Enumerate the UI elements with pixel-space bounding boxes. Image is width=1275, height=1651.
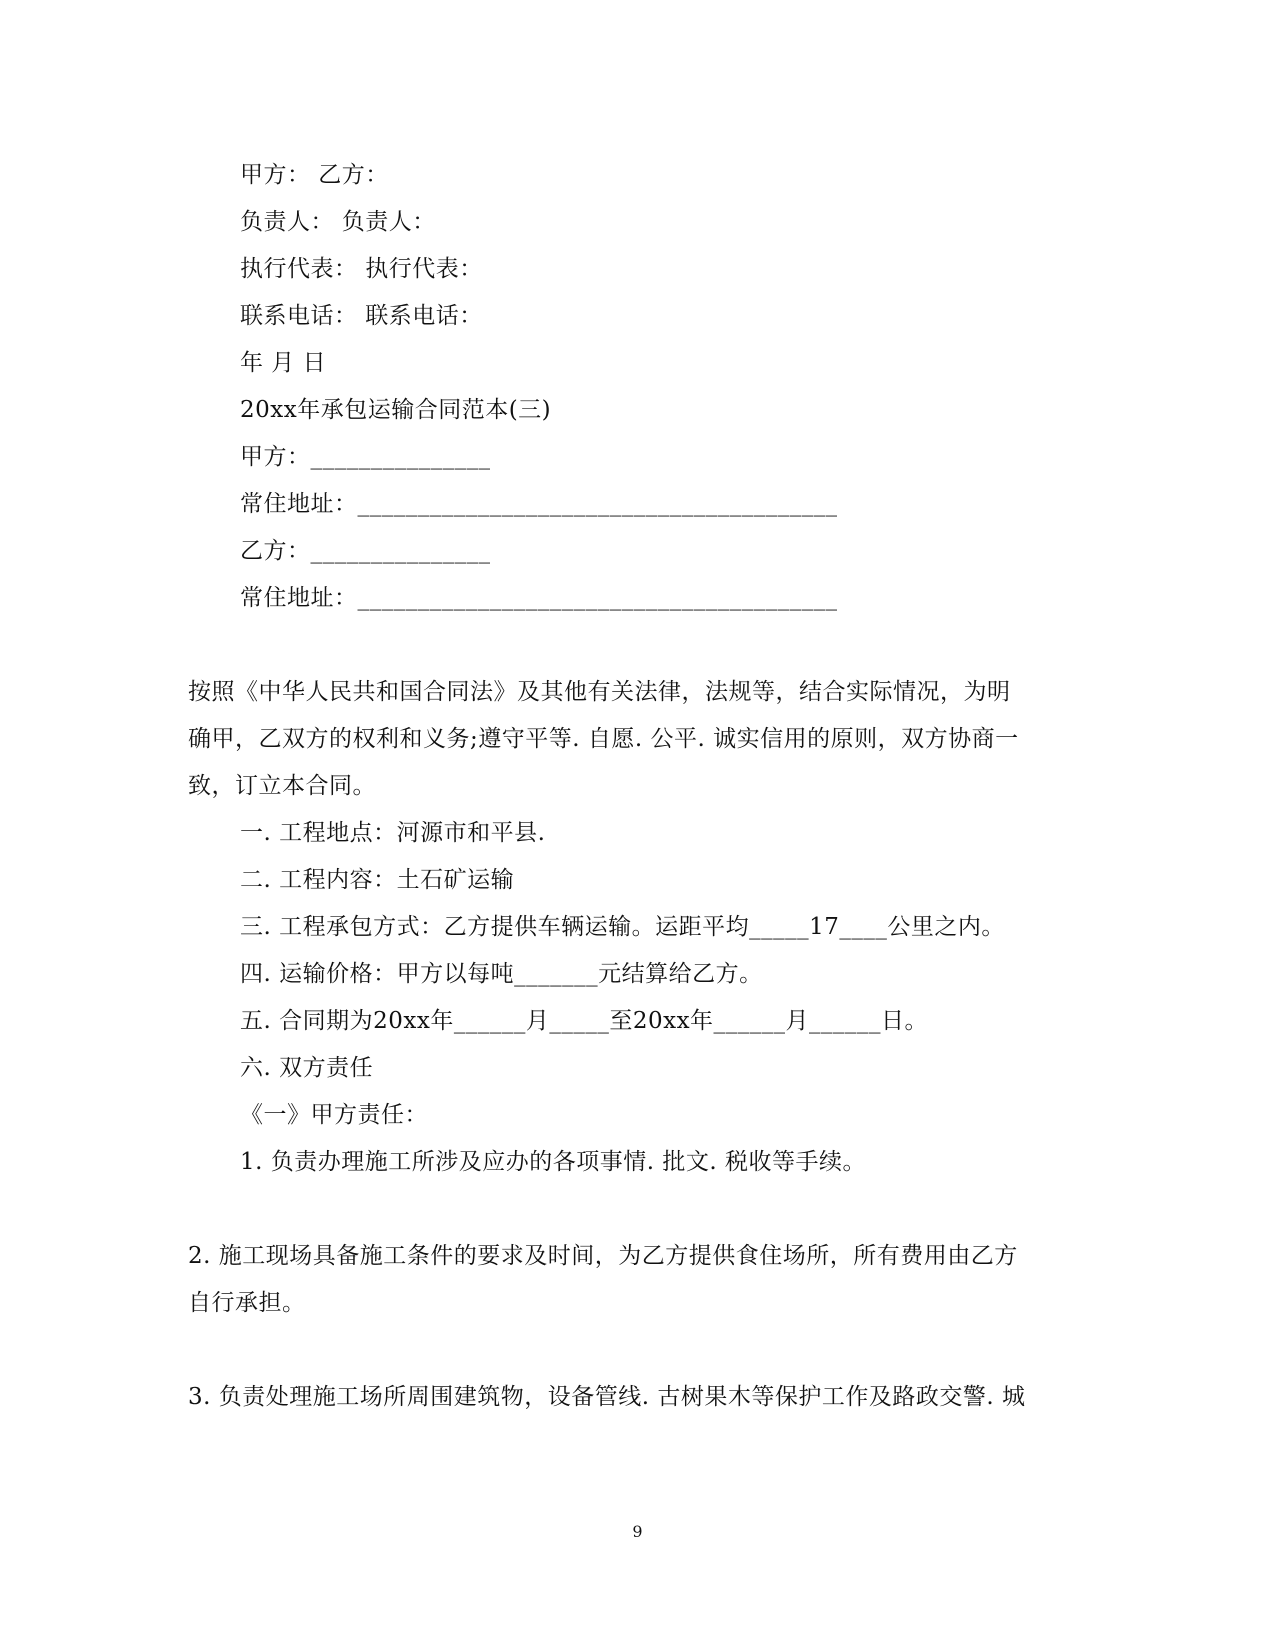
clause-4-price: 四. 运输价格：甲方以每吨_______元结算给乙方。	[240, 961, 763, 987]
party-a-address-line: 常住地址：________________________________________	[240, 491, 838, 517]
party-a-responsibilities-heading: 《一》甲方责任：	[240, 1102, 428, 1128]
party-b-address-line: 常住地址：________________________________________	[240, 585, 838, 611]
party-b-line: 乙方：_______________	[240, 538, 491, 564]
preamble-line-3: 致，订立本合同。	[188, 773, 376, 799]
clause-1-location: 一. 工程地点：河源市和平县.	[240, 820, 546, 846]
date-line: 年 月 日	[240, 350, 327, 376]
responsible-person-line: 负责人： 负责人：	[240, 209, 436, 235]
contract-title: 20xx年承包运输合同范本(三)	[240, 397, 552, 423]
party-names-line: 甲方： 乙方：	[240, 162, 389, 188]
clause-2-content: 二. 工程内容：土石矿运输	[240, 867, 515, 893]
clause-5-term: 五. 合同期为20xx年______月_____至20xx年______月______日。	[240, 1008, 929, 1034]
clause-6-responsibilities: 六. 双方责任	[240, 1055, 374, 1081]
preamble-line-2: 确甲，乙双方的权利和义务;遵守平等. 自愿. 公平. 诚实信用的原则，双方协商一	[188, 726, 1019, 752]
clause-3-method: 三. 工程承包方式：乙方提供车辆运输。运距平均_____17____公里之内。	[240, 914, 1005, 940]
contact-phone-line: 联系电话： 联系电话：	[240, 303, 483, 329]
party-a-item-2-line-2: 自行承担。	[188, 1290, 306, 1316]
executive-representative-line: 执行代表： 执行代表：	[240, 256, 483, 282]
party-a-item-1: 1. 负责办理施工所涉及应办的各项事情. 批文. 税收等手续。	[240, 1149, 866, 1175]
party-a-line: 甲方：_______________	[240, 444, 491, 470]
preamble-line-1: 按照《中华人民共和国合同法》及其他有关法律，法规等，结合实际情况，为明	[188, 679, 1011, 705]
party-a-item-3-line-1: 3. 负责处理施工场所周围建筑物，设备管线. 古树果木等保护工作及路政交警. 城	[188, 1384, 1026, 1410]
party-a-item-2-line-1: 2. 施工现场具备施工条件的要求及时间，为乙方提供食住场所，所有费用由乙方	[188, 1243, 1018, 1269]
page-number: 9	[632, 1522, 643, 1541]
